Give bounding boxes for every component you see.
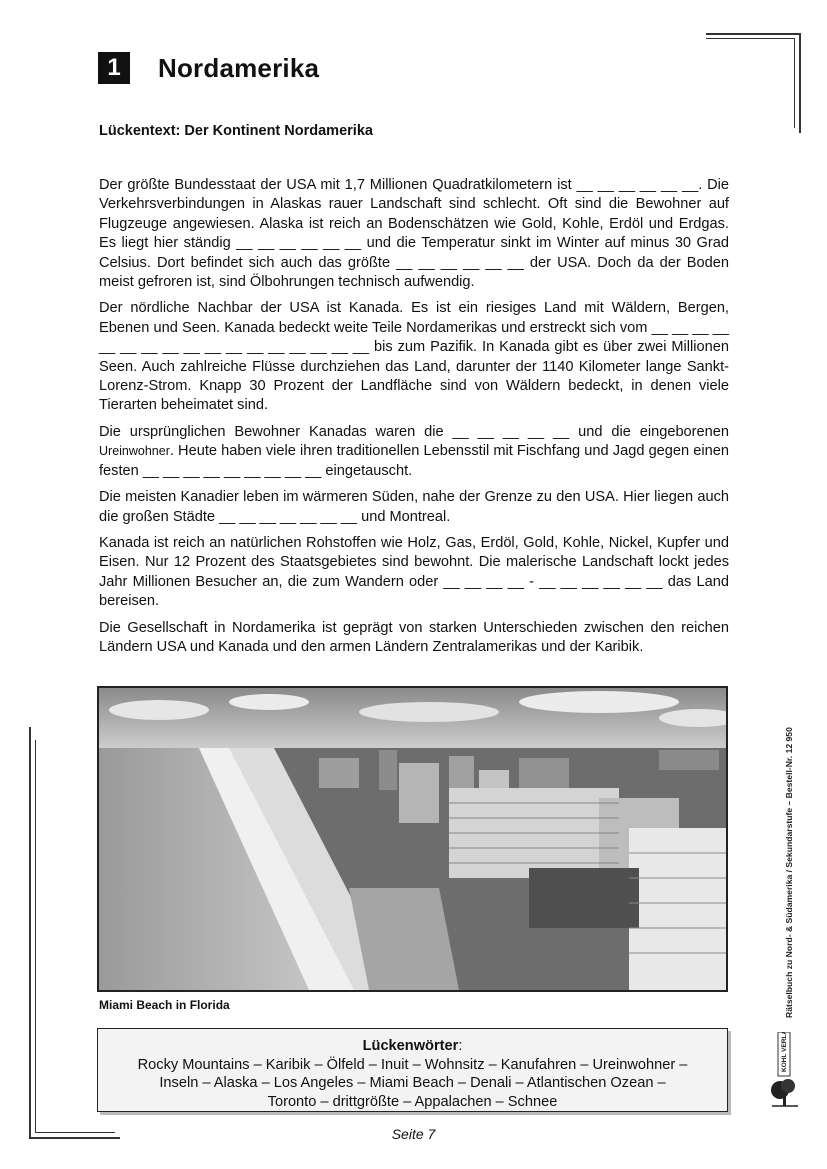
chapter-number: 1 [98, 52, 130, 84]
publisher-logo [768, 1032, 804, 1112]
frame-top-right-h1 [706, 33, 800, 35]
word-bank-heading [98, 1037, 727, 1056]
paragraph-kanada: Der nördliche Nachbar der USA ist Kanada. Es ist ein riesiges Land mit Wäldern, Bergen, Ebenen und Seen. Kanada bedeckt weite Teile Nordamerikas und erstreckt sich vom __ __ __ __ __ __ __ __ __ __ __ __ __ __ __ __ __ bis zum Pazifik. In Kanada gibt es über zwei Millionen Seen. Auch zahlreiche Flüsse durchziehen das Land, darunter der 1140 Kilometer lange Sankt-Lorenz-Strom. Knapp 30 Prozent der Landfläche sind von Wäldern bedeckt, in denen viele Tierarten beheimatet sind. [99, 300, 729, 414]
sidebar-imprint-text: Rätselbuch zu Nord- & Südamerika / Sekundarstufe – Bestell-Nr. 12 950 [784, 727, 794, 1018]
paragraph-bewohner-part2: . Heute haben viele ihren traditionellen Lebensstil mit Fischfang und Jagd gegen einen festen __ __ __ __ __ __ __ __ __ eingetauscht. [99, 443, 729, 479]
exercise-title: Lückentext: Der Kontinent Nordamerika [99, 123, 373, 139]
frame-top-right-v2 [794, 38, 795, 128]
paragraph-bewohner-ureinwohner: Ureinwohner [99, 444, 170, 459]
frame-bottom-left-v2 [35, 740, 36, 1132]
word-bank-line-3: Toronto – drittgrößte – Appalachen – Schnee [267, 1093, 558, 1110]
paragraph-bewohner-part1: Die ursprünglichen Bewohner Kanadas waren die __ __ __ __ __ und die eingeborenen [99, 423, 729, 440]
publisher-logo-text: KOHL VERLAG [781, 1032, 788, 1072]
photo-caption: Miami Beach in Florida [99, 998, 230, 1012]
miami-beach-photo [97, 686, 728, 992]
word-bank-title: Lückenwörter [362, 1038, 459, 1054]
paragraph-alaska: Der größte Bundesstaat der USA mit 1,7 Millionen Quadratkilometern ist __ __ __ __ __ __. Die Verkehrsverbindungen in Alaskas rauer Landschaft sind schlecht. Oft sind die Bewohner auf Flugzeuge angewiesen. Alaska ist reich an Bodenschätzen wie Gold, Kohle, Erdöl und Erdgas. Es liegt hier ständig __ __ __ __ __ __ und die Temperatur sinkt im Winter auf minus 30 Grad Celsius. Dort befindet sich auch das größte __ __ __ __ __ __ der USA. Doch da der Boden meist gefroren ist, sind Ölbohrungen technisch aufwendig. [99, 177, 729, 291]
word-bank-line-1: Rocky Mountains – Karibik – Ölfeld – Inuit – Wohnsitz – Kanufahren – Ureinwohner – [137, 1056, 688, 1073]
word-bank [97, 1028, 728, 1112]
paragraph-rohstoffe: Kanada ist reich an natürlichen Rohstoffen wie Holz, Gas, Erdöl, Gold, Kohle, Nickel, Kupfer und Eisen. Nur 12 Prozent des Staatsgebietes sind bewohnt. Die malerische Landschaft lockt jedes Jahr Millionen Besucher an, die zum Wandern oder __ __ __ __ - __ __ __ __ __ __ das Land bereisen. [99, 534, 729, 610]
paragraph-bewohner [99, 423, 729, 481]
paragraph-gesellschaft: Die Gesellschaft in Nordamerika ist geprägt von starken Unterschieden zwischen den reichen Ländern USA und Kanada und den armen Ländern Zentralamerikas und der Karibik. [99, 619, 729, 655]
frame-top-right-v1 [799, 33, 801, 133]
frame-top-right-h2 [706, 38, 795, 39]
chapter-heading [98, 52, 319, 84]
cloze-text [99, 176, 729, 664]
paragraph-staedte: Die meisten Kanadier leben im wärmeren Süden, nahe der Grenze zu den USA. Hier liegen auch die großen Städte __ __ __ __ __ __ __ und Montreal. [99, 489, 729, 525]
chapter-title: Nordamerika [158, 52, 320, 83]
word-bank-line-2: Inseln – Alaska – Los Angeles – Miami Beach – Denali – Atlantischen Ozean – [159, 1075, 666, 1091]
frame-bottom-left-v1 [29, 727, 31, 1137]
word-bank-colon: : [458, 1038, 463, 1054]
page-number: Seite 7 [391, 1126, 436, 1142]
